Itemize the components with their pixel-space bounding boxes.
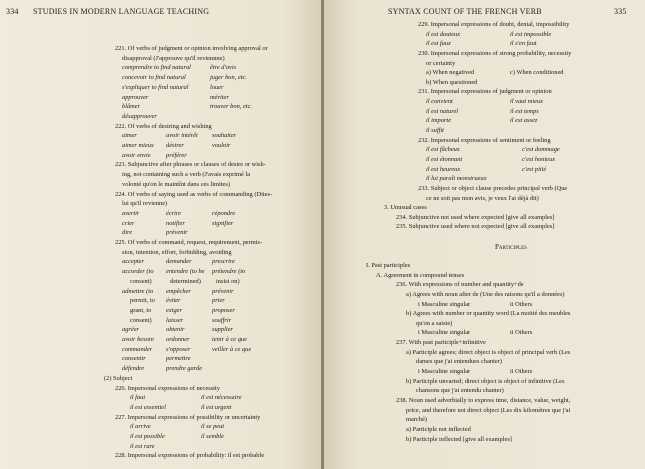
text-cell: il est urgent — [201, 403, 232, 411]
text-cell: il suffit — [426, 127, 444, 135]
section-heading: Participles — [495, 242, 527, 251]
text-line: a) Participle agrees; direct object is object of principal verb (Les — [406, 348, 571, 356]
text-cell: b) When questioned — [426, 78, 478, 86]
text-cell: c) When conditioned — [510, 69, 564, 77]
text-cell: a) When negatived — [426, 69, 475, 77]
text-line: 226. Impersonal expressions of necessity — [115, 384, 220, 392]
text-cell: s'expliquer to find natural — [122, 83, 189, 91]
text-cell: exiger — [166, 306, 182, 314]
text-cell: signifier — [212, 219, 234, 227]
text-cell: c'est honteux — [522, 155, 556, 163]
text-line: disapproval (J'approuve qu'il reviennne) — [122, 54, 225, 62]
text-cell: avertir — [122, 209, 140, 217]
text-cell: il est fâcheux — [426, 146, 460, 154]
text-cell: il est essentiel — [130, 403, 166, 411]
text-line: I. Past participles — [366, 262, 411, 269]
text-cell: insist on) — [216, 277, 240, 285]
text-cell: écrire — [166, 209, 182, 217]
text-cell: être d'avis — [210, 64, 237, 72]
text-cell: crier — [122, 219, 135, 227]
text-cell: comprendre to find natural — [122, 64, 191, 72]
right-page — [324, 0, 645, 469]
text-line: 236. With expressions of number and quantity+de — [396, 281, 524, 289]
text-cell: entendre (to be — [166, 268, 205, 276]
text-cell: avoir intérêt — [166, 132, 198, 140]
text-line: or certainty — [426, 59, 456, 67]
text-cell: proposer — [212, 306, 235, 314]
text-cell: répondre — [212, 209, 236, 217]
text-line: chansons que j'ai entendu chanter) — [416, 387, 504, 395]
text-line: (2) Subject — [104, 374, 133, 382]
text-line: b) Agrees with number or quantity word (La moitié des meubles — [406, 310, 571, 318]
text-cell: il est rare — [130, 442, 155, 450]
text-cell: ii Others — [510, 329, 533, 337]
text-line: 224. Of verbs of saying used as verbs of commanding (Dites- — [115, 190, 273, 198]
text-line: volonté qu'on le maintînt dans ces limites) — [122, 180, 230, 188]
text-cell: préférer — [166, 151, 187, 159]
text-cell: il importe — [426, 117, 452, 125]
text-cell: désirer — [166, 142, 184, 149]
text-line: 237. With past participle+infinitive — [396, 339, 486, 347]
text-cell: avoir besoin — [122, 336, 154, 343]
text-cell: ii Others — [510, 300, 533, 308]
text-cell: ii Others — [510, 368, 533, 376]
text-cell: aimer — [122, 132, 137, 140]
text-line: 233. Subject or object clause precedes principal verb (Que — [418, 184, 568, 192]
text-cell: agréer — [122, 326, 140, 334]
text-cell: il se peut — [201, 423, 225, 431]
right-running-head: SYNTAX COUNT OF THE FRENCH VERB — [388, 7, 542, 16]
text-line: 223. Subjunctive after phrases or clauses of desire or wish- — [115, 161, 266, 169]
text-cell: souhaiter — [212, 132, 237, 140]
text-line: 225. Of verbs of command, request, requirement, permis- — [115, 239, 263, 246]
text-cell: accepter — [122, 258, 144, 266]
text-cell: il faut — [130, 394, 146, 402]
text-cell: éviter — [166, 297, 181, 305]
text-cell: veiller à ce que — [212, 345, 252, 353]
text-cell: empêcher — [166, 287, 191, 295]
text-line: A. Agreement in compound tenses — [376, 271, 465, 279]
text-cell: accorder (to — [122, 268, 154, 276]
text-line: price, and therefore not direct object (Les dix kilomètres que j'ai — [406, 406, 571, 414]
text-cell: il vaut mieux — [510, 98, 544, 106]
text-cell: consent) — [130, 316, 152, 324]
text-line: b) Participle inflected [give all examples] — [406, 435, 512, 443]
text-cell: admettre (to — [122, 287, 154, 295]
text-cell: concevoir to find natural — [122, 74, 186, 82]
text-cell: il est impossible — [510, 30, 552, 38]
text-line: 221. Of verbs of judgment or opinion involving approval or — [115, 45, 268, 52]
text-line: b) Participle unvaried; direct object is object of infinitive (Les — [406, 377, 565, 385]
right-page-number: 335 — [614, 7, 627, 16]
left-page — [0, 0, 322, 469]
text-line: sion, intention, effort, forbidding, avoiding — [122, 248, 232, 256]
text-cell: blâmer — [122, 103, 141, 111]
text-cell: il est possible — [130, 433, 165, 440]
text-cell: défendre — [122, 365, 145, 373]
text-cell: dire — [122, 229, 133, 237]
text-cell: il est étonnant — [426, 155, 463, 163]
text-line: ing, not containing such a verb (J'avais exprimé la — [122, 171, 251, 179]
text-line: a) Agrees with noun after de (Une des raisons qu'il a données) — [406, 290, 565, 298]
text-line: lui qu'il revienne) — [122, 200, 168, 208]
text-cell: prier — [212, 297, 225, 305]
text-line: 3. Unusual cases — [384, 204, 427, 212]
text-cell: il arrive — [130, 423, 151, 431]
text-cell: laisser — [166, 316, 184, 324]
text-cell: il semble — [201, 433, 224, 440]
text-cell: il est heureux — [426, 165, 461, 173]
text-cell: il s'en faut — [510, 40, 537, 48]
text-line: qu'on a saisie) — [416, 319, 453, 327]
left-page-number: 334 — [6, 7, 19, 16]
text-cell: avoir envie — [122, 151, 151, 159]
left-running-head: STUDIES IN MODERN LANGUAGE TEACHING — [33, 7, 210, 16]
text-cell: prendre garde — [166, 365, 203, 373]
text-cell: louer — [210, 83, 224, 91]
text-line: 232. Impersonal expressions of sentiment or feeling — [418, 136, 551, 144]
text-cell: mériter — [210, 93, 229, 101]
text-cell: consentir — [122, 355, 146, 363]
text-cell: il est douteux — [426, 30, 461, 38]
text-line: 230. Impersonal expressions of strong probability, necessity — [418, 49, 572, 57]
text-cell: demander — [166, 258, 192, 266]
text-cell: consent) — [130, 277, 152, 285]
text-cell: désapprouver — [122, 112, 157, 120]
text-cell: grant, to — [130, 306, 152, 314]
text-cell: c'est dommage — [522, 146, 560, 154]
text-cell: i Masculine singular — [418, 368, 471, 376]
text-line: a) Participle not inflected — [406, 425, 471, 433]
text-cell: il est faux — [426, 40, 451, 48]
text-cell: permettre — [166, 355, 191, 363]
text-cell: trouver bon, etc. — [210, 103, 253, 111]
text-cell: il est assez — [510, 117, 538, 125]
text-line: marché) — [406, 416, 427, 424]
text-cell: prévenir — [166, 229, 188, 237]
text-line: 222. Of verbs of desiring and wishing — [115, 122, 212, 130]
text-line: dames que j'ai entendues chanter) — [416, 358, 502, 366]
text-line: 234. Subjunctive not used where expected [give all examples] — [396, 213, 555, 221]
text-line: ce ne soit pas mon avis, je veux l'ai déjà dit) — [426, 194, 539, 202]
text-line: 229. Impersonal expressions of doubt, denial, impossibility — [418, 21, 570, 28]
text-cell: approuver — [122, 93, 149, 101]
text-cell: prescrire — [212, 258, 235, 266]
text-cell: juger bon, etc. — [210, 74, 247, 82]
text-cell: c'est pitié — [522, 165, 547, 173]
text-cell: commander — [122, 345, 153, 353]
text-cell: obtenir — [166, 326, 185, 334]
text-cell: s'opposer — [166, 345, 191, 353]
text-cell: il est naturel — [426, 107, 459, 115]
text-line: 238. Noun used adverbially to express time, distance, value, weight, — [396, 396, 571, 404]
text-cell: i Masculine singular — [418, 329, 471, 337]
text-cell: vouloir — [212, 142, 231, 149]
text-line: 235. Subjunctive used where not expected [give all examples] — [396, 223, 555, 231]
text-cell: i Masculine singular — [418, 300, 471, 308]
text-cell: tenir à ce que — [212, 336, 247, 343]
text-cell: aimer mieux — [122, 142, 154, 149]
text-line: 227. Impersonal expressions of possibility or uncertainty — [115, 413, 261, 421]
text-cell: souffrir — [212, 316, 232, 324]
text-cell: determined) — [170, 277, 201, 285]
text-cell: il lui paraît monstrueux — [426, 175, 487, 183]
text-cell: il est nécessaire — [201, 394, 242, 402]
text-cell: prétendre (to — [212, 268, 246, 276]
text-cell: notifier — [166, 219, 185, 227]
text-cell: permit, to — [130, 297, 155, 305]
text-cell: il est temps — [510, 107, 539, 115]
text-cell: ordonner — [166, 336, 190, 343]
text-cell: il convient — [426, 98, 453, 106]
text-line: 231. Impersonal expressions of judgment or opinion — [418, 88, 552, 96]
text-line: 228. Impersonal expressions of probability: il est probable — [115, 452, 265, 460]
text-cell: supplier — [212, 326, 233, 334]
text-cell: prévenir — [212, 287, 234, 295]
